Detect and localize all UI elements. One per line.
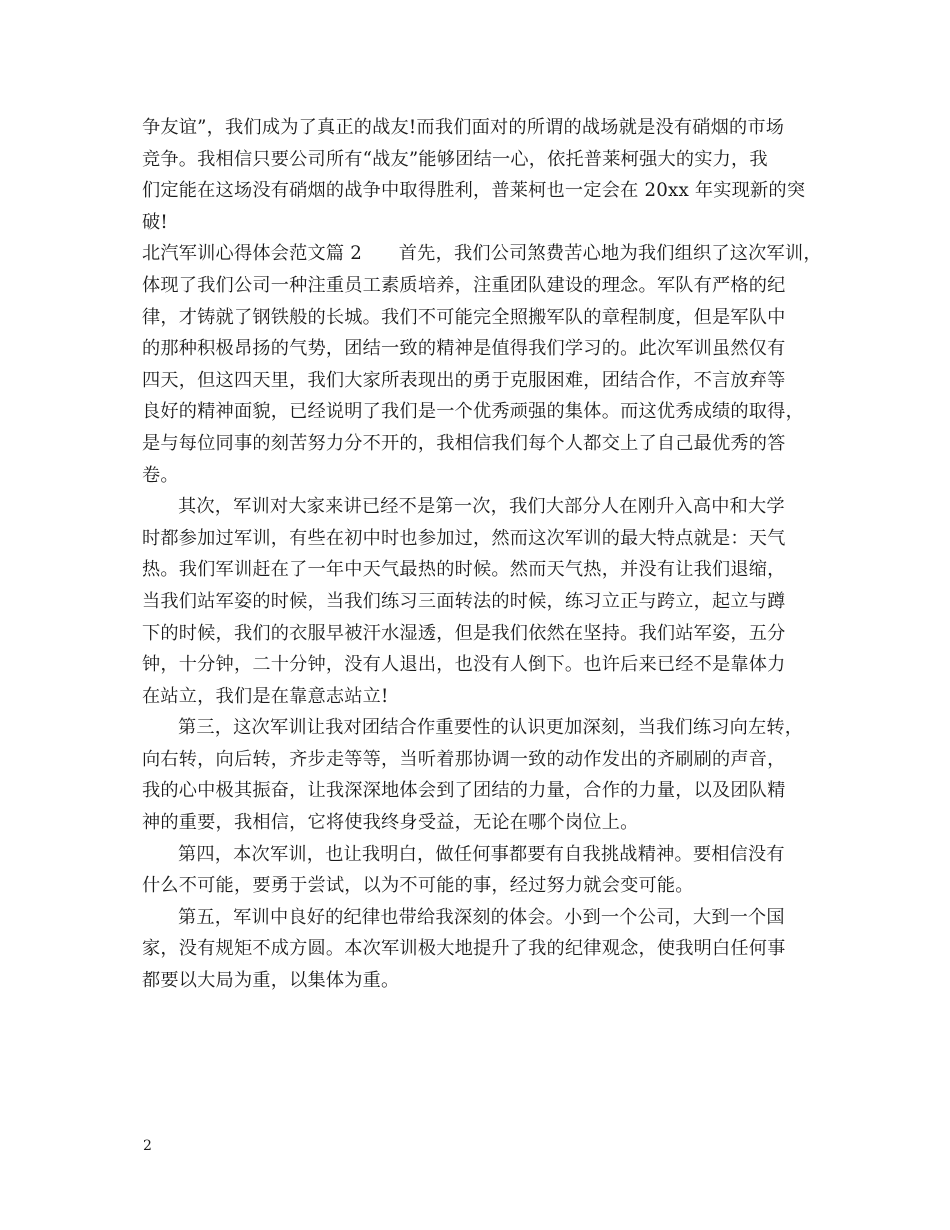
text-line: 在站立，我们是在靠意志站立! [142, 685, 389, 707]
text-line: 体现了我们公司一种注重员工素质培养，注重团队建设的理念。军队有严格的纪 [142, 274, 786, 296]
text-line: 四天，但这四天里，我们大家所表现出的勇于克服困难，团结合作，不言放弃等 [142, 369, 786, 391]
text-line: 律，才铸就了钢铁般的长城。我们不可能完全照搬军队的章程制度，但是军队中 [142, 306, 786, 328]
text-line: 是与每位同事的刻苦努力分不开的，我相信我们每个人都交上了自己最优秀的答 [142, 432, 786, 454]
text-line: 的那种积极昂扬的气势，团结一致的精神是值得我们学习的。此次军训虽然仅有 [142, 338, 786, 360]
text-line: 良好的精神面貌，已经说明了我们是一个优秀顽强的集体。而这优秀成绩的取得， [142, 401, 804, 423]
text-line: 第三，这次军训让我对团结合作重要性的认识更加深刻，当我们练习向左转， [178, 717, 804, 739]
document-body [142, 112, 832, 997]
text-line: 钟，十分钟，二十分钟，没有人退出，也没有人倒下。也许后来已经不是靠体力 [142, 654, 786, 676]
text-line: 第四，本次军训，也让我明白，做任何事都要有自我挑战精神。要相信没有 [178, 843, 785, 865]
text-line: 们定能在这场没有硝烟的战争中取得胜利，普莱柯也一定会在 20xx 年实现新的突 [142, 180, 806, 202]
text-line: 北汽军训心得体会范文篇 2 首先，我们公司煞费苦心地为我们组织了这次军训， [142, 243, 822, 265]
text-line: 向右转，向后转，齐步走等等，当听着那协调一致的动作发出的齐刷刷的声音， [142, 748, 786, 770]
paragraph-continuation [142, 112, 832, 238]
text-line: 争友谊”，我们成为了真正的战友!而我们面对的所谓的战场就是没有硝烟的市场 [142, 117, 785, 138]
text-line: 热。我们军训赶在了一年中天气最热的时候。然而天气热，并没有让我们退缩， [142, 559, 786, 581]
text-line: 什么不可能，要勇于尝试，以为不可能的事，经过努力就会变可能。 [142, 875, 694, 897]
paragraph-second-point [142, 491, 832, 712]
text-line: 其次，军训对大家来讲已经不是第一次，我们大部分人在刚升入高中和大学 [178, 496, 785, 518]
text-line: 家，没有规矩不成方圆。本次军训极大地提升了我的纪律观念，使我明白任何事 [142, 938, 786, 960]
paragraph-third-point [142, 712, 832, 838]
text-line: 破! [142, 211, 168, 233]
text-line: 时都参加过军训，有些在初中时也参加过，然而这次军训的最大特点就是：天气 [142, 527, 786, 549]
paragraph-fourth-point [142, 839, 832, 902]
page-number: 2 [143, 1138, 152, 1154]
text-line: 卷。 [142, 464, 179, 486]
text-line: 下的时候，我们的衣服早被汗水湿透，但是我们依然在坚持。我们站军姿，五分 [142, 622, 786, 644]
paragraph-article-2 [142, 238, 832, 491]
text-line: 神的重要，我相信，它将使我终身受益，无论在哪个岗位上。 [142, 812, 639, 834]
text-line: 竞争。我相信只要公司所有“战友”能够团结一心，依托普莱柯强大的实力，我 [142, 148, 768, 170]
text-line: 当我们站军姿的时候，当我们练习三面转法的时候，练习立正与跨立，起立与蹲 [142, 590, 786, 612]
paragraph-fifth-point [142, 902, 832, 997]
text-line: 第五，军训中良好的纪律也带给我深刻的体会。小到一个公司，大到一个国 [178, 906, 785, 928]
text-line: 我的心中极其振奋，让我深深地体会到了团结的力量，合作的力量，以及团队精 [142, 780, 786, 802]
text-line: 都要以大局为重，以集体为重。 [142, 970, 400, 992]
